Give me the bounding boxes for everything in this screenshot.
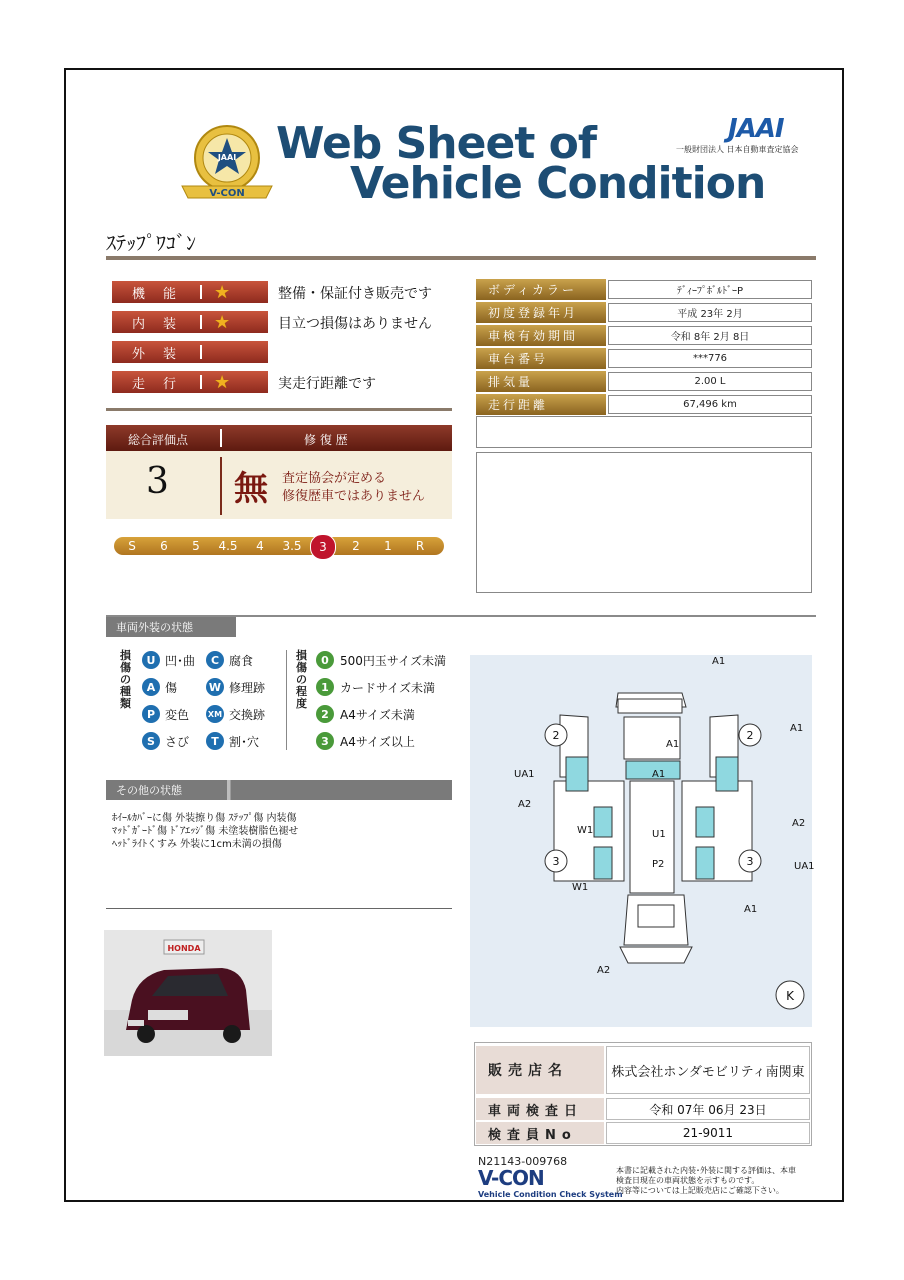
damage-code-badge: W — [206, 678, 224, 696]
inspect-date-value: 令和 07年 06月 23日 — [606, 1098, 810, 1120]
damage-degree-label: カードサイズ未満 — [340, 680, 436, 695]
svg-text:2: 2 — [552, 729, 560, 742]
spec-label: 走行距離 — [476, 394, 606, 415]
divider — [106, 408, 452, 411]
other-condition-line: ﾎｲｰﾙｶﾊﾞｰに傷 外装擦り傷 ｽﾃｯﾌﾟ傷 内装傷 — [112, 813, 297, 824]
damage-type-label: 傷 — [165, 680, 178, 695]
other-section-title — [106, 780, 452, 800]
car-name: ｽﾃｯﾌﾟﾜｺﾞﾝ — [106, 231, 196, 255]
damage-label: UA1 — [794, 861, 815, 872]
spec-value: 67,496 km — [608, 395, 812, 414]
degree-code-badge: 3 — [316, 732, 334, 750]
jaai-logo: JAAI — [728, 114, 784, 144]
damage-label: A2 — [597, 965, 611, 976]
damage-type-item — [206, 732, 259, 750]
category-label: 走行 — [131, 376, 194, 392]
other-conditions — [112, 812, 298, 851]
svg-text:3: 3 — [746, 855, 754, 868]
divider — [220, 457, 222, 515]
other-section-label: その他の状態 — [116, 784, 182, 797]
notes-box — [476, 452, 812, 593]
damage-label: A1 — [652, 769, 666, 780]
damage-label: A1 — [744, 904, 758, 915]
degree-code-badge: 0 — [316, 651, 334, 669]
svg-text:HONDA: HONDA — [167, 944, 201, 953]
category-desc: 整備・保証付き販売です — [278, 286, 432, 302]
damage-type-label: 修理跡 — [229, 680, 266, 695]
damage-degree-item — [316, 732, 415, 750]
category-label: 内装 — [131, 316, 194, 332]
scale-item: 6 — [150, 537, 178, 555]
category-row — [112, 281, 268, 303]
damage-type-item — [142, 678, 177, 696]
category-label: 機能 — [131, 286, 194, 302]
damage-type-label: 変色 — [165, 707, 190, 722]
category-label: 外装 — [131, 346, 194, 362]
damage-type-label: 腐食 — [229, 653, 254, 668]
damage-type-item — [142, 732, 189, 750]
damage-code-badge: A — [142, 678, 160, 696]
damage-type-label: 割･穴 — [229, 734, 260, 749]
svg-text:JAAI: JAAI — [217, 153, 237, 162]
damage-type-item — [206, 678, 265, 696]
damage-code-badge: XM — [206, 705, 224, 723]
repair-heading: 修 復 歴 — [304, 433, 348, 447]
svg-text:3: 3 — [552, 855, 560, 868]
degree-code-badge: 1 — [316, 678, 334, 696]
damage-type-item — [206, 651, 253, 669]
vcon-seal-icon — [176, 124, 278, 204]
inspector-value: 21-9011 — [606, 1122, 810, 1144]
footer-note-line: 本書に記載された内装･外装に関する評価は、本車 — [616, 1166, 796, 1175]
damage-type-label: 凹･曲 — [165, 653, 196, 668]
footer-note — [616, 1166, 796, 1196]
divider — [200, 285, 202, 299]
damage-degree-item — [316, 705, 415, 723]
category-row — [112, 341, 268, 363]
damage-degree-item — [316, 678, 435, 696]
divider — [200, 375, 202, 389]
repair-line2: 修復歴車ではありません — [282, 489, 426, 504]
scale-item: R — [406, 537, 434, 555]
damage-label: A2 — [518, 799, 532, 810]
svg-text:K: K — [786, 989, 794, 1003]
vehicle-damage-diagram — [470, 655, 815, 1027]
other-condition-line: ﾍｯﾄﾞﾗｲﾄくすみ 外装に1cm未満の損傷 — [112, 839, 282, 850]
doc-number: N21143-009768 — [478, 1155, 568, 1168]
damage-type-item — [206, 705, 265, 723]
category-row — [112, 311, 268, 333]
damage-label: A2 — [792, 818, 806, 829]
spec-value: ***776 — [608, 349, 812, 368]
category-desc: 目立つ損傷はありません — [278, 316, 432, 332]
spec-value: 2.00 L — [608, 372, 812, 391]
divider — [220, 429, 222, 447]
scale-item: 2 — [342, 537, 370, 555]
inspect-date-label: 車両検査日 — [476, 1098, 604, 1120]
spec-label: 初度登録年月 — [476, 302, 606, 323]
damage-code-badge: T — [206, 732, 224, 750]
spec-label: ボディカラー — [476, 279, 606, 300]
damage-label: A1 — [666, 739, 680, 750]
spec-label: 車台番号 — [476, 348, 606, 369]
star-icon: ★ — [214, 311, 231, 333]
repair-mark: 無 — [234, 469, 268, 509]
repair-line1: 査定協会が定める — [282, 471, 387, 486]
scale-item: 4.5 — [214, 537, 242, 555]
svg-text:V-CON: V-CON — [209, 188, 245, 199]
damage-code-badge: P — [142, 705, 160, 723]
category-desc: 実走行距離です — [278, 376, 376, 392]
spec-empty-box — [476, 416, 812, 448]
degree-code-badge: 2 — [316, 705, 334, 723]
vcon-logo: V-CON — [478, 1166, 544, 1190]
scale-item: 4 — [246, 537, 274, 555]
grade-header — [106, 425, 452, 451]
damage-type-item — [142, 651, 195, 669]
damage-label: A1 — [712, 656, 726, 667]
spec-value: 平成 23年 2月 — [608, 303, 812, 322]
divider — [106, 908, 452, 909]
damage-degree-item — [316, 651, 446, 669]
star-icon: ★ — [214, 281, 231, 303]
damage-type-label: さび — [165, 734, 190, 749]
inspector-label: 検査員No — [476, 1122, 604, 1144]
shop-label: 販売店名 — [476, 1046, 604, 1094]
org-name: 一般財団法人 日本自動車査定協会 — [676, 145, 799, 154]
damage-code-badge: S — [142, 732, 160, 750]
damage-label: U1 — [652, 829, 666, 840]
vcon-subtitle: Vehicle Condition Check System — [478, 1190, 623, 1199]
damage-type-item — [142, 705, 189, 723]
damage-label: W1 — [572, 882, 589, 893]
divider — [286, 650, 287, 750]
damage-degree-heading: 損傷の程度 — [296, 649, 307, 710]
other-condition-line: ﾏｯﾄﾞｶﾞｰﾄﾞ傷 ﾄﾞｱｴｯｼﾞ傷 未塗装樹脂色褪せ — [112, 826, 299, 837]
category-row — [112, 371, 268, 393]
spec-value: 令和 8年 2月 8日 — [608, 326, 812, 345]
scale-item: 3 — [310, 534, 336, 560]
damage-type-label: 交換跡 — [229, 707, 266, 722]
svg-text:2: 2 — [746, 729, 754, 742]
grade-body — [106, 451, 452, 519]
spec-label: 車検有効期間 — [476, 325, 606, 346]
damage-degree-label: A4サイズ未満 — [340, 707, 415, 722]
page-title-line1: Web Sheet of — [276, 118, 597, 169]
damage-label: A1 — [790, 723, 804, 734]
footer-note-line: 検査日現在の車両状態を示すものです。 — [616, 1176, 760, 1185]
spec-label: 排気量 — [476, 371, 606, 392]
scale-item: 1 — [374, 537, 402, 555]
damage-label: UA1 — [514, 769, 535, 780]
star-icon: ★ — [214, 371, 231, 393]
scale-item: 3.5 — [278, 537, 306, 555]
total-score: 3 — [146, 461, 169, 502]
damage-degree-label: 500円玉サイズ未満 — [340, 653, 446, 668]
damage-label: P2 — [652, 859, 665, 870]
exterior-section-title: 車両外装の状態 — [106, 617, 236, 637]
scale-item: S — [118, 537, 146, 555]
divider — [200, 315, 202, 329]
shop-value: 株式会社ホンダモビリティ南関東 — [606, 1046, 810, 1094]
damage-label: W1 — [577, 825, 594, 836]
car-photo — [104, 930, 272, 1056]
scale-item: 5 — [182, 537, 210, 555]
damage-type-heading: 損傷の種類 — [120, 649, 131, 710]
score-heading: 総合評価点 — [128, 433, 189, 447]
divider — [200, 345, 202, 359]
damage-degree-label: A4サイズ以上 — [340, 734, 415, 749]
damage-code-badge: U — [142, 651, 160, 669]
page-title-line2: Vehicle Condition — [350, 158, 766, 209]
divider — [106, 256, 816, 260]
damage-code-badge: C — [206, 651, 224, 669]
spec-value: ﾃﾞｨｰﾌﾟﾎﾞﾙﾄﾞｰP — [608, 280, 812, 299]
footer-note-line: 内容等については上記販売店にご確認下さい。 — [616, 1186, 784, 1195]
